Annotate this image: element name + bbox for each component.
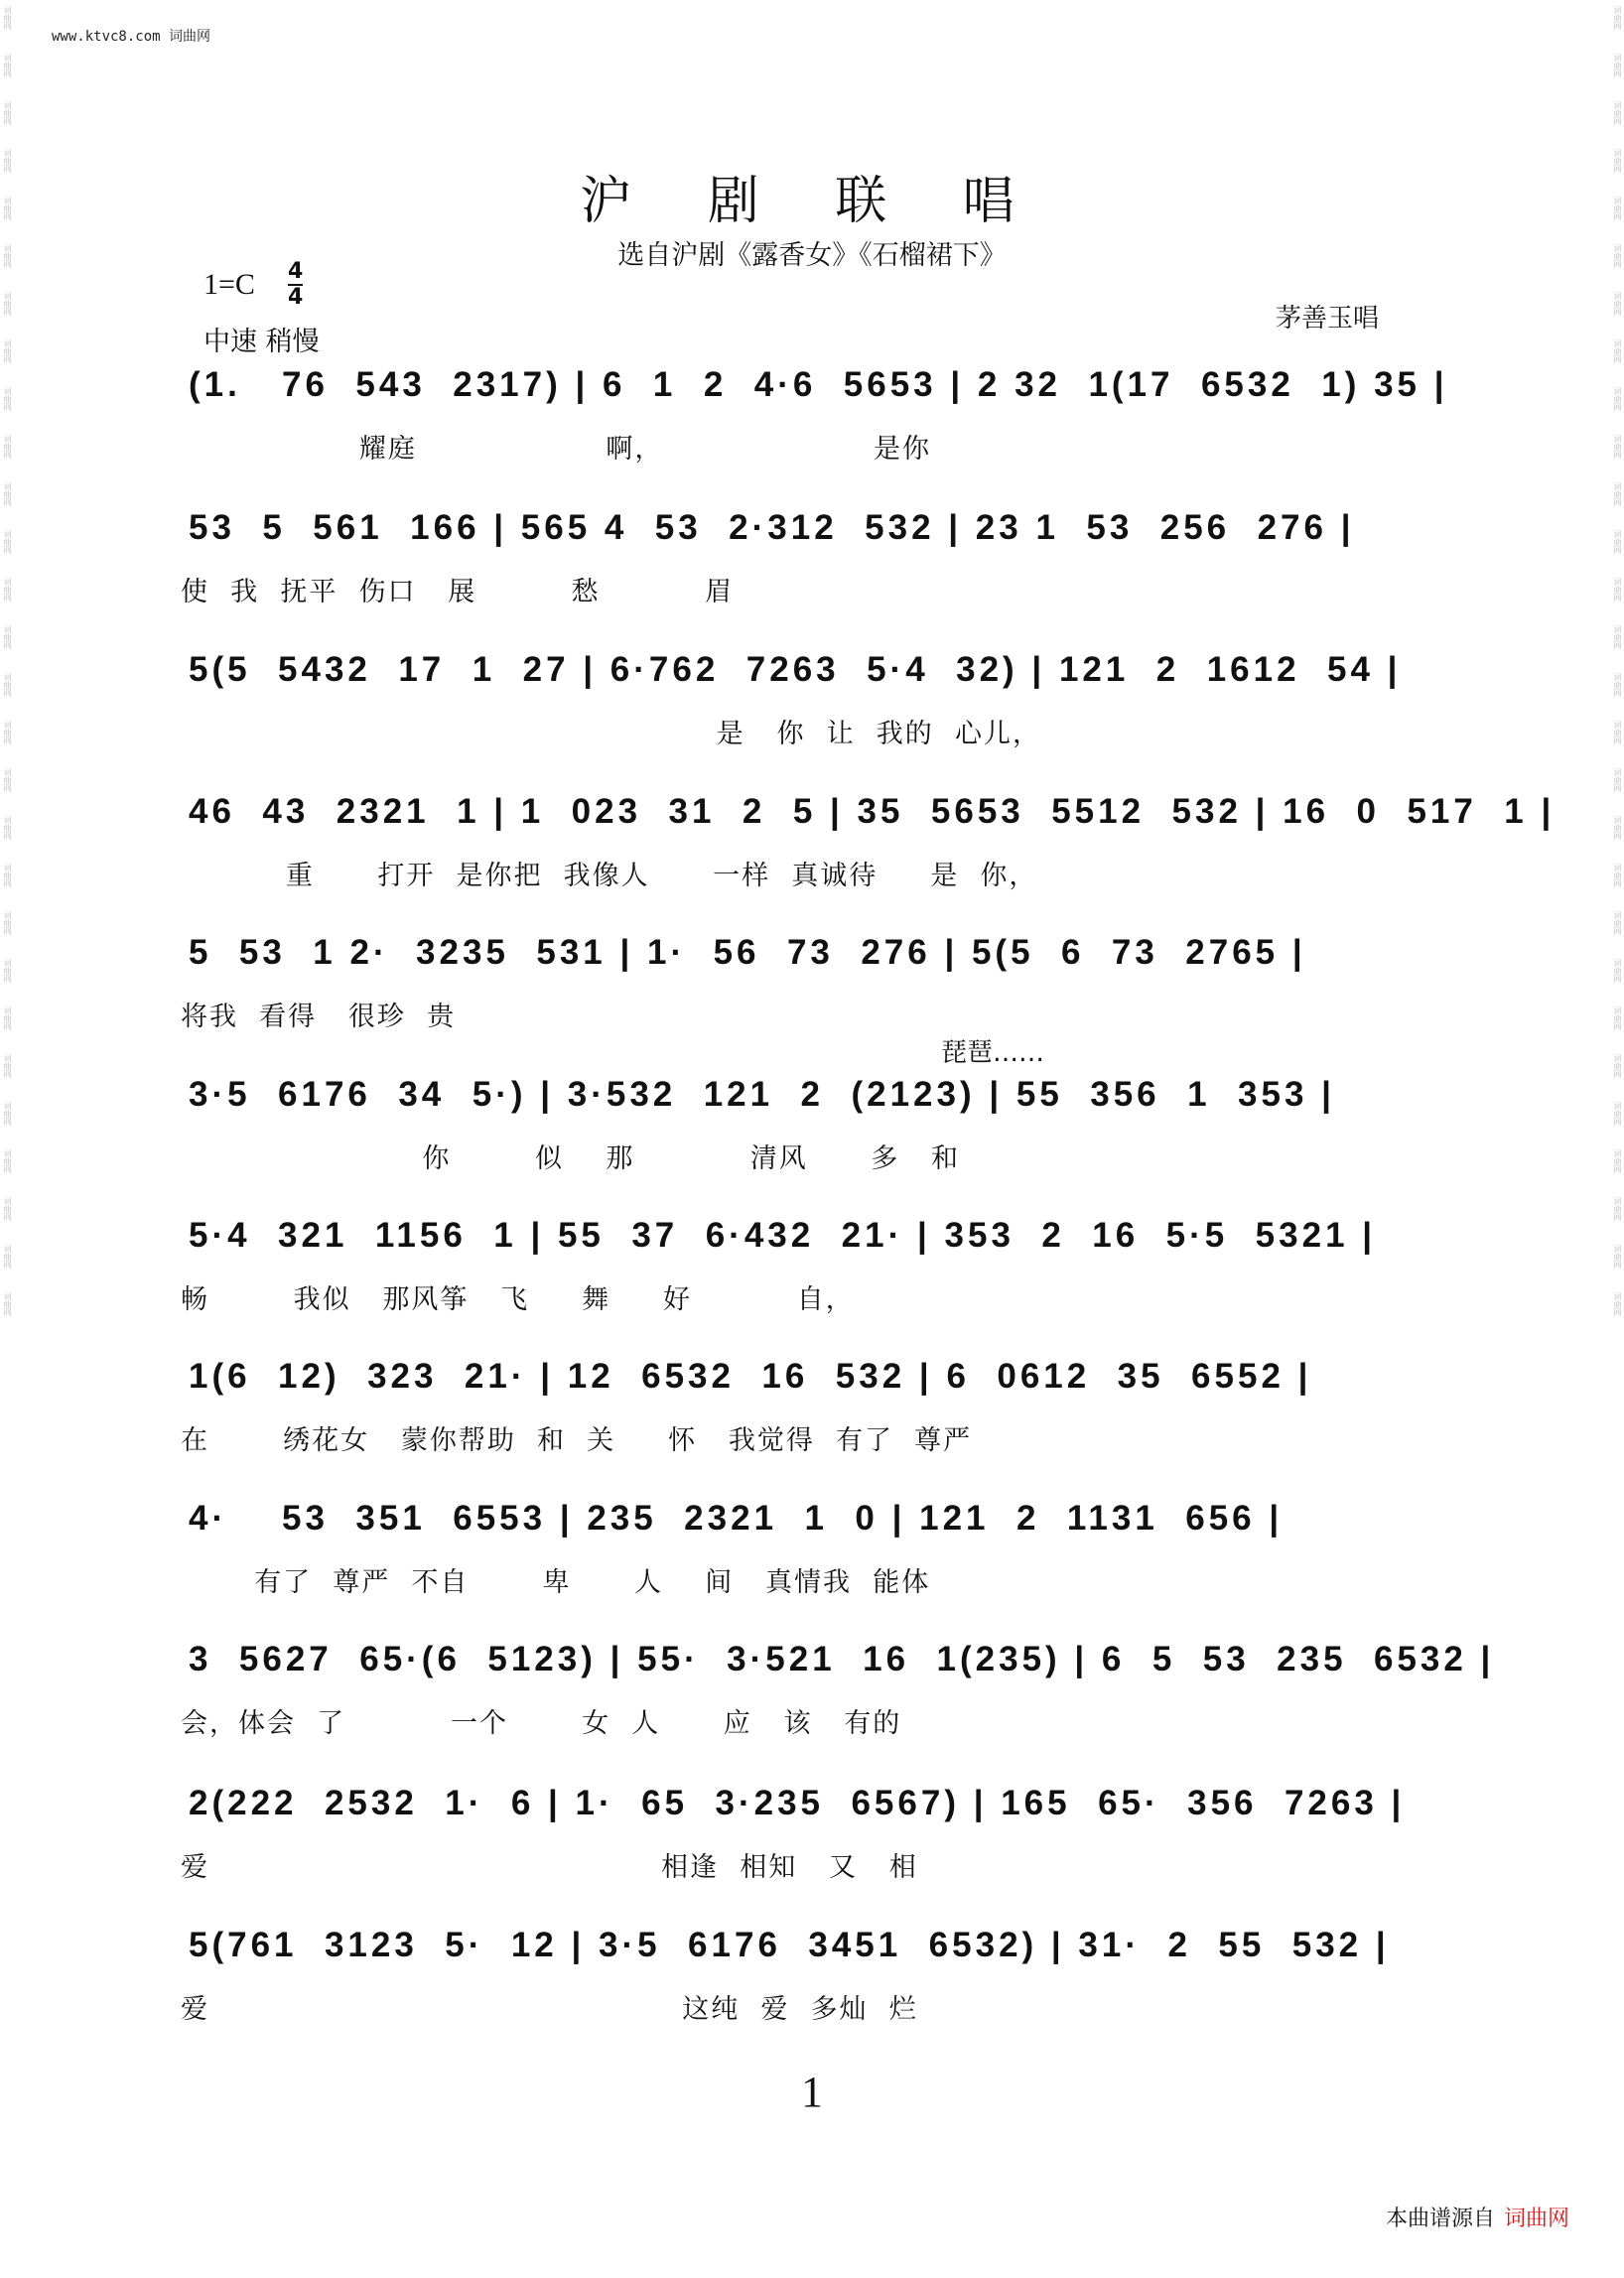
key-signature: 1=C [203,268,255,301]
watermark-mark: 词曲网 [1613,530,1622,554]
watermark-mark: 词曲网 [1613,768,1622,792]
lyrics-line: 使 我 抚平 伤口 展 愁 眉 [181,577,735,607]
page-title: 沪 剧 联 唱 [580,172,1044,231]
watermark-mark: 词曲网 [3,864,12,887]
watermark-mark: 词曲网 [1613,149,1622,173]
score-system [181,650,1441,769]
singer-credit: 茅善玉唱 [1276,304,1380,334]
site-url[interactable]: www.ktvc8.com 词曲网 [52,29,211,45]
footer-source-label: 本曲谱源自 [1385,2207,1495,2231]
lyrics-line: 是 你 让 我的 心儿， [181,719,1041,749]
watermark-mark: 词曲网 [1613,197,1622,220]
right-watermark-strip [1610,0,1624,2278]
watermark-mark: 词曲网 [3,435,12,459]
watermark-mark: 词曲网 [1613,339,1622,363]
lyrics-line: 耀庭 啊， 是你 [181,434,932,465]
watermark-mark: 词曲网 [1613,625,1622,649]
watermark-mark: 词曲网 [3,339,12,363]
time-signature-bottom: 4 [288,285,304,310]
watermark-mark: 词曲网 [1613,1245,1622,1269]
page-subtitle: 选自沪剧《露香女》《石榴裙下》 [617,240,1007,271]
watermark-mark: 词曲网 [3,768,12,792]
watermark-mark: 词曲网 [3,959,12,983]
notes-line: 5 53 1 2· 3235 531 | 1· 56 73 276 | 5(5 6 73 2765 | [189,933,1306,972]
page-number: 1 [801,2068,823,2116]
watermark-mark: 词曲网 [3,482,12,506]
notes-line: 5(5 5432 17 1 27 | 6·762 7263 5·4 32) | 121 2 1612 54 | [189,650,1402,689]
watermark-mark: 词曲网 [3,1054,12,1078]
watermark-mark: 词曲网 [3,101,12,125]
notes-line: 4· 53 351 6553 | 235 2321 1 0 | 121 2 1131 656 | [189,1499,1284,1538]
watermark-mark: 词曲网 [1613,959,1622,983]
watermark-mark: 词曲网 [1613,1006,1622,1030]
watermark-mark: 词曲网 [1613,101,1622,125]
lyrics-line: 重 打开 是你把 我像人 一样 真诚待 是 你， [181,861,1038,891]
lyrics-line: 爱 这纯 爱 多灿 烂 [181,1994,918,2025]
notes-line: 53 5 561 166 | 565 4 53 2·312 532 | 23 1 53 256 276 | [189,508,1355,547]
watermark-mark: 词曲网 [1613,1292,1622,1316]
watermark-mark: 词曲网 [1613,387,1622,411]
watermark-mark: 词曲网 [1613,435,1622,459]
lyrics-line: 畅 我似 那风筝 飞 舞 好 自， [181,1284,855,1315]
watermark-mark: 词曲网 [1613,673,1622,697]
watermark-mark: 词曲网 [1613,1102,1622,1126]
watermark-mark: 词曲网 [3,1245,12,1269]
score-system [181,1216,1441,1335]
watermark-mark: 词曲网 [3,387,12,411]
notes-line: (1. 76 543 2317) | 6 1 2 4·6 5653 | 2 32 1(17 6532 1) 35 | [189,365,1448,404]
watermark-mark: 词曲网 [3,721,12,744]
watermark-mark: 词曲网 [3,1292,12,1316]
score-system [181,792,1556,911]
score-system [181,508,1441,627]
score-system [181,1075,1441,1194]
watermark-mark: 词曲网 [1613,1197,1622,1221]
notes-line: 1(6 12) 323 21· | 12 6532 16 532 | 6 0612 35 6552 | [189,1357,1312,1396]
notes-line: 5·4 321 1156 1 | 55 37 6·432 21· | 353 2 16 5·5 5321 | [189,1216,1377,1255]
footer-brand-link[interactable]: 词曲网 [1503,2207,1569,2231]
watermark-mark: 词曲网 [3,530,12,554]
watermark-mark: 词曲网 [1613,1149,1622,1173]
watermark-mark: 词曲网 [1613,6,1622,30]
watermark-mark: 词曲网 [1613,292,1622,316]
lyrics-line: 有了 尊严 不自 卑 人 间 真情我 能体 [181,1567,931,1598]
watermark-mark: 词曲网 [3,1197,12,1221]
lyrics-line: 爱 相逢 相知 又 相 [181,1852,918,1883]
watermark-mark: 词曲网 [1613,1054,1622,1078]
watermark-mark: 词曲网 [3,1149,12,1173]
score-system [181,1357,1441,1476]
watermark-mark: 词曲网 [3,292,12,316]
watermark-mark: 词曲网 [3,578,12,602]
watermark-mark: 词曲网 [1613,482,1622,506]
time-signature-top: 4 [288,259,304,284]
watermark-mark: 词曲网 [1613,721,1622,744]
score-system [181,1926,1441,2045]
watermark-mark: 词曲网 [1613,816,1622,840]
lyrics-line: 在 绣花女 蒙你帮助 和 关 怀 我觉得 有了 尊严 [181,1425,973,1456]
score-system [181,1784,1441,1903]
time-signature [288,260,303,310]
watermark-mark: 词曲网 [3,673,12,697]
score-system [181,933,1441,1052]
score-system [181,1499,1441,1618]
lyrics-line: 将我 看得 很珍 贵 [181,1002,457,1032]
lyrics-line: 会，体会 了 一个 女 人 应 该 有的 [181,1708,902,1739]
watermark-mark: 词曲网 [3,6,12,30]
watermark-mark: 词曲网 [3,149,12,173]
watermark-mark: 词曲网 [1613,864,1622,887]
score-system [181,1640,1495,1759]
notes-line: 46 43 2321 1 | 1 023 31 2 5 | 35 5653 5512 532 | 16 0 517 1 | [189,792,1556,831]
watermark-mark: 词曲网 [1613,578,1622,602]
watermark-mark: 词曲网 [1613,911,1622,935]
watermark-mark: 词曲网 [3,197,12,220]
score-system [181,365,1448,484]
pipa-annotation: 琵琶…… [941,1038,1045,1068]
watermark-mark: 词曲网 [1613,54,1622,77]
tempo-marking: 中速 稍慢 [203,327,320,357]
watermark-mark: 词曲网 [3,54,12,77]
left-watermark-strip [0,0,14,2278]
watermark-mark: 词曲网 [3,1102,12,1126]
notes-line: 3 5627 65·(6 5123) | 55· 3·521 16 1(235) | 6 5 53 235 6532 | [189,1640,1495,1678]
watermark-mark: 词曲网 [3,911,12,935]
watermark-mark: 词曲网 [1613,244,1622,268]
lyrics-line: 你 似 那 清风 多 和 [181,1143,961,1174]
notes-line: 3·5 6176 34 5·) | 3·532 121 2 (2123) | 55 356 1 353 | [189,1075,1335,1114]
watermark-mark: 词曲网 [3,625,12,649]
notes-line: 5(761 3123 5· 12 | 3·5 6176 3451 6532) | 31· 2 55 532 | [189,1926,1390,1964]
watermark-mark: 词曲网 [3,244,12,268]
notes-line: 2(222 2532 1· 6 | 1· 65 3·235 6567) | 165 65· 356 7263 | [189,1784,1406,1822]
watermark-mark: 词曲网 [3,816,12,840]
watermark-mark: 词曲网 [3,1006,12,1030]
